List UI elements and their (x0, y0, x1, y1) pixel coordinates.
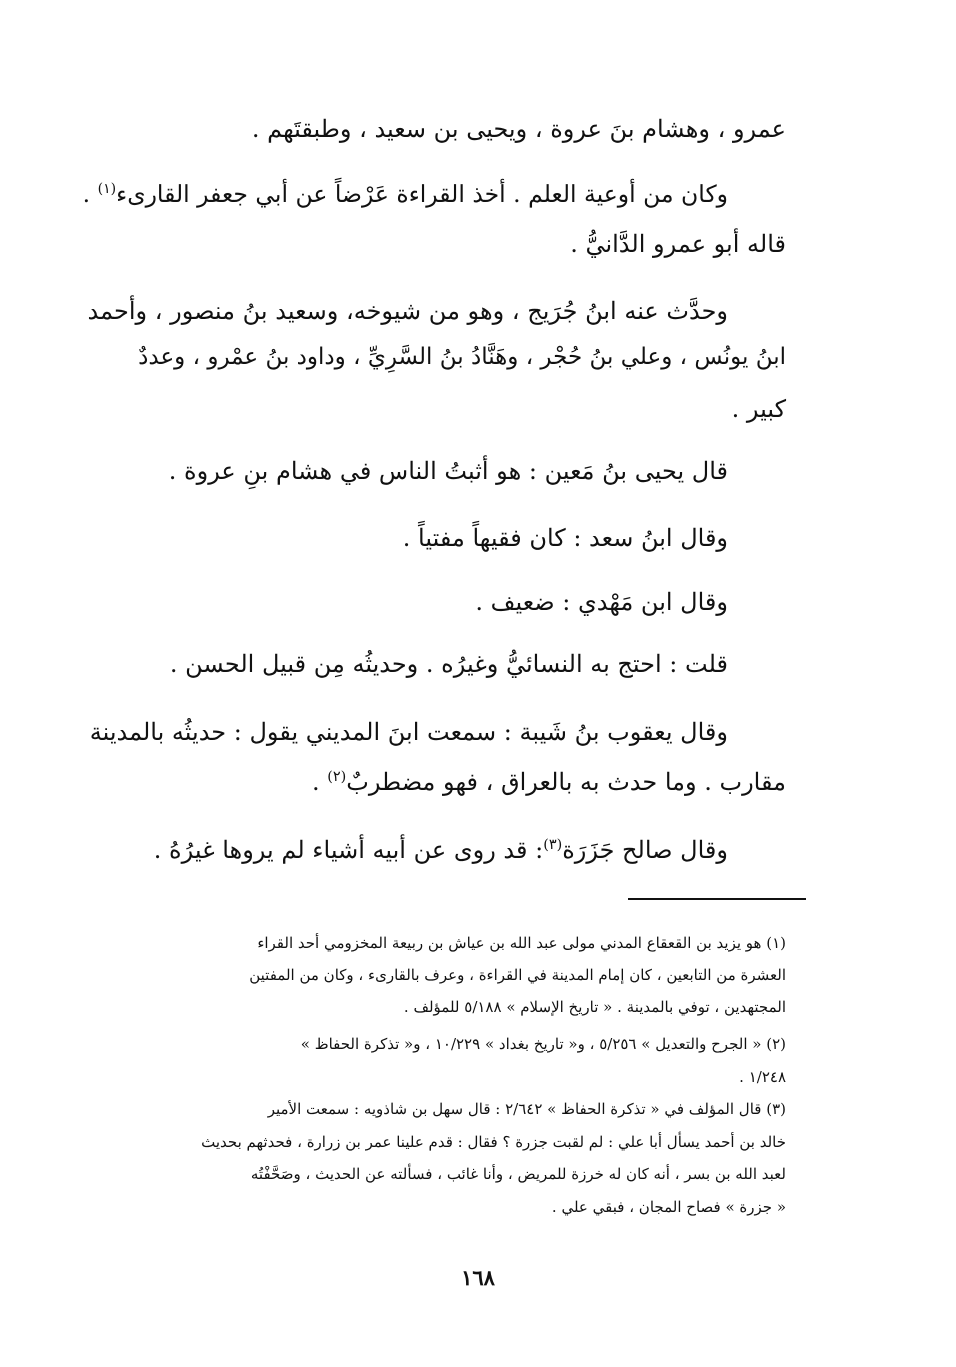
footnote-line-3: المجتهدين ، توفي بالمدينة . « تاريخ الإسلام » ٥/١٨٨ للمؤلف . (403, 998, 786, 1016)
body-line-2 (83, 180, 728, 208)
body-line-12 (312, 768, 786, 797)
body-line-1: عمرو ، وهشام بنَ عروة ، ويحيى بن سعيد ، وطبقتَهم . (251, 115, 786, 143)
body-line-13 (154, 836, 728, 865)
body-line-4: وحدَّث عنه ابنُ جُرَيج ، وهو من شيوخه، وسعيد بنُ منصور ، وأحمد (87, 297, 728, 325)
body-line-9: وقال ابن مَهْدي : ضعيف . (475, 588, 728, 616)
body-line-7: قال يحيى بنُ مَعين : هو أثبتُ الناس في هشام بنِ عروة . (168, 457, 728, 485)
body-line-13-tail: : قد روى عن أبيه أشياء لم يروها غيرُهُ . (153, 836, 544, 864)
footnote-line-9: « جزرة » فصاح المجان ، فبقي علي . (551, 1198, 786, 1216)
footnote-ref-3: (٣) (543, 837, 563, 853)
footnote-ref-2: (٢) (327, 769, 347, 785)
body-line-11: وقال يعقوب بنُ شَيبة : سمعت ابنَ المديني يقول : حديثُه بالمدينة (89, 718, 728, 746)
footnote-line-5: ١/٢٤٨ . (739, 1068, 786, 1086)
body-line-6: كبير . (731, 395, 786, 423)
page-number: ١٦٨ (461, 1265, 495, 1290)
body-line-8: وقال ابنُ سعد : كان فقيهاً مفتياً . (402, 524, 728, 552)
body-line-13-text: وقال صالح جَزَرَة (562, 836, 728, 864)
body-line-5: ابنُ يونُس ، وعلي بنُ حُجْر ، وهَنَّادُ بنُ السَّرِيِّ ، وداود بنُ عمْرو ، وعددٌ (138, 344, 786, 370)
footnote-separator (628, 898, 806, 900)
footnote-line-8: لعبد الله بن بسر ، أنه كان له خرزة للمريض ، وأنا غائب ، فسألته عن الحديث ، وصَحَّفْتُه (250, 1165, 786, 1183)
body-line-12-text: مقارب . وما حدث به بالعراق ، فهو مضطربٌ (346, 768, 786, 796)
body-line-2-tail: . (82, 180, 98, 208)
footnote-line-2: العشرة من التابعين ، كان إمام المدينة في القراءة ، وعرف بالقارىء ، وكان من المفتين (249, 966, 786, 984)
footnote-ref-1: (١) (97, 181, 117, 198)
footnote-line-1: (١) هو يزيد بن القعقاع المدني مولى عبد الله بن عياش بن ربيعة المخزومي أحد القراء (257, 934, 786, 952)
body-line-12-tail: . (311, 768, 328, 796)
footnote-line-4: (٢) « الجرح والتعديل » ٥/٢٥٦ ، و« تاريخ بغداد » ١٠/٢٢٩ ، و« تذكرة الحفاظ » (300, 1035, 786, 1053)
body-line-3: قاله أبو عمرو الدَّانيُّ . (570, 230, 786, 258)
body-line-2-text: وكان من أوعية العلم . أخذ القراءة عَرْضاً عن أبي جعفر القارىء (116, 180, 728, 208)
footnote-line-6: (٣) قال المؤلف في « تذكرة الحفاظ » ٢/٦٤٢ : قال سهل بن شاذويه : سمعت الأمير (267, 1100, 786, 1118)
footnote-line-7: خالد بن أحمد يسأل أبا علي : لم لقبت جزرة ؟ فقال : قدم علينا عمر بن زرارة ، فحدثهم بحديث (201, 1133, 786, 1151)
body-line-10: قلت : احتج به النسائيُّ وغيرُه . وحديثُه مِن قبيل الحسن . (169, 650, 728, 678)
